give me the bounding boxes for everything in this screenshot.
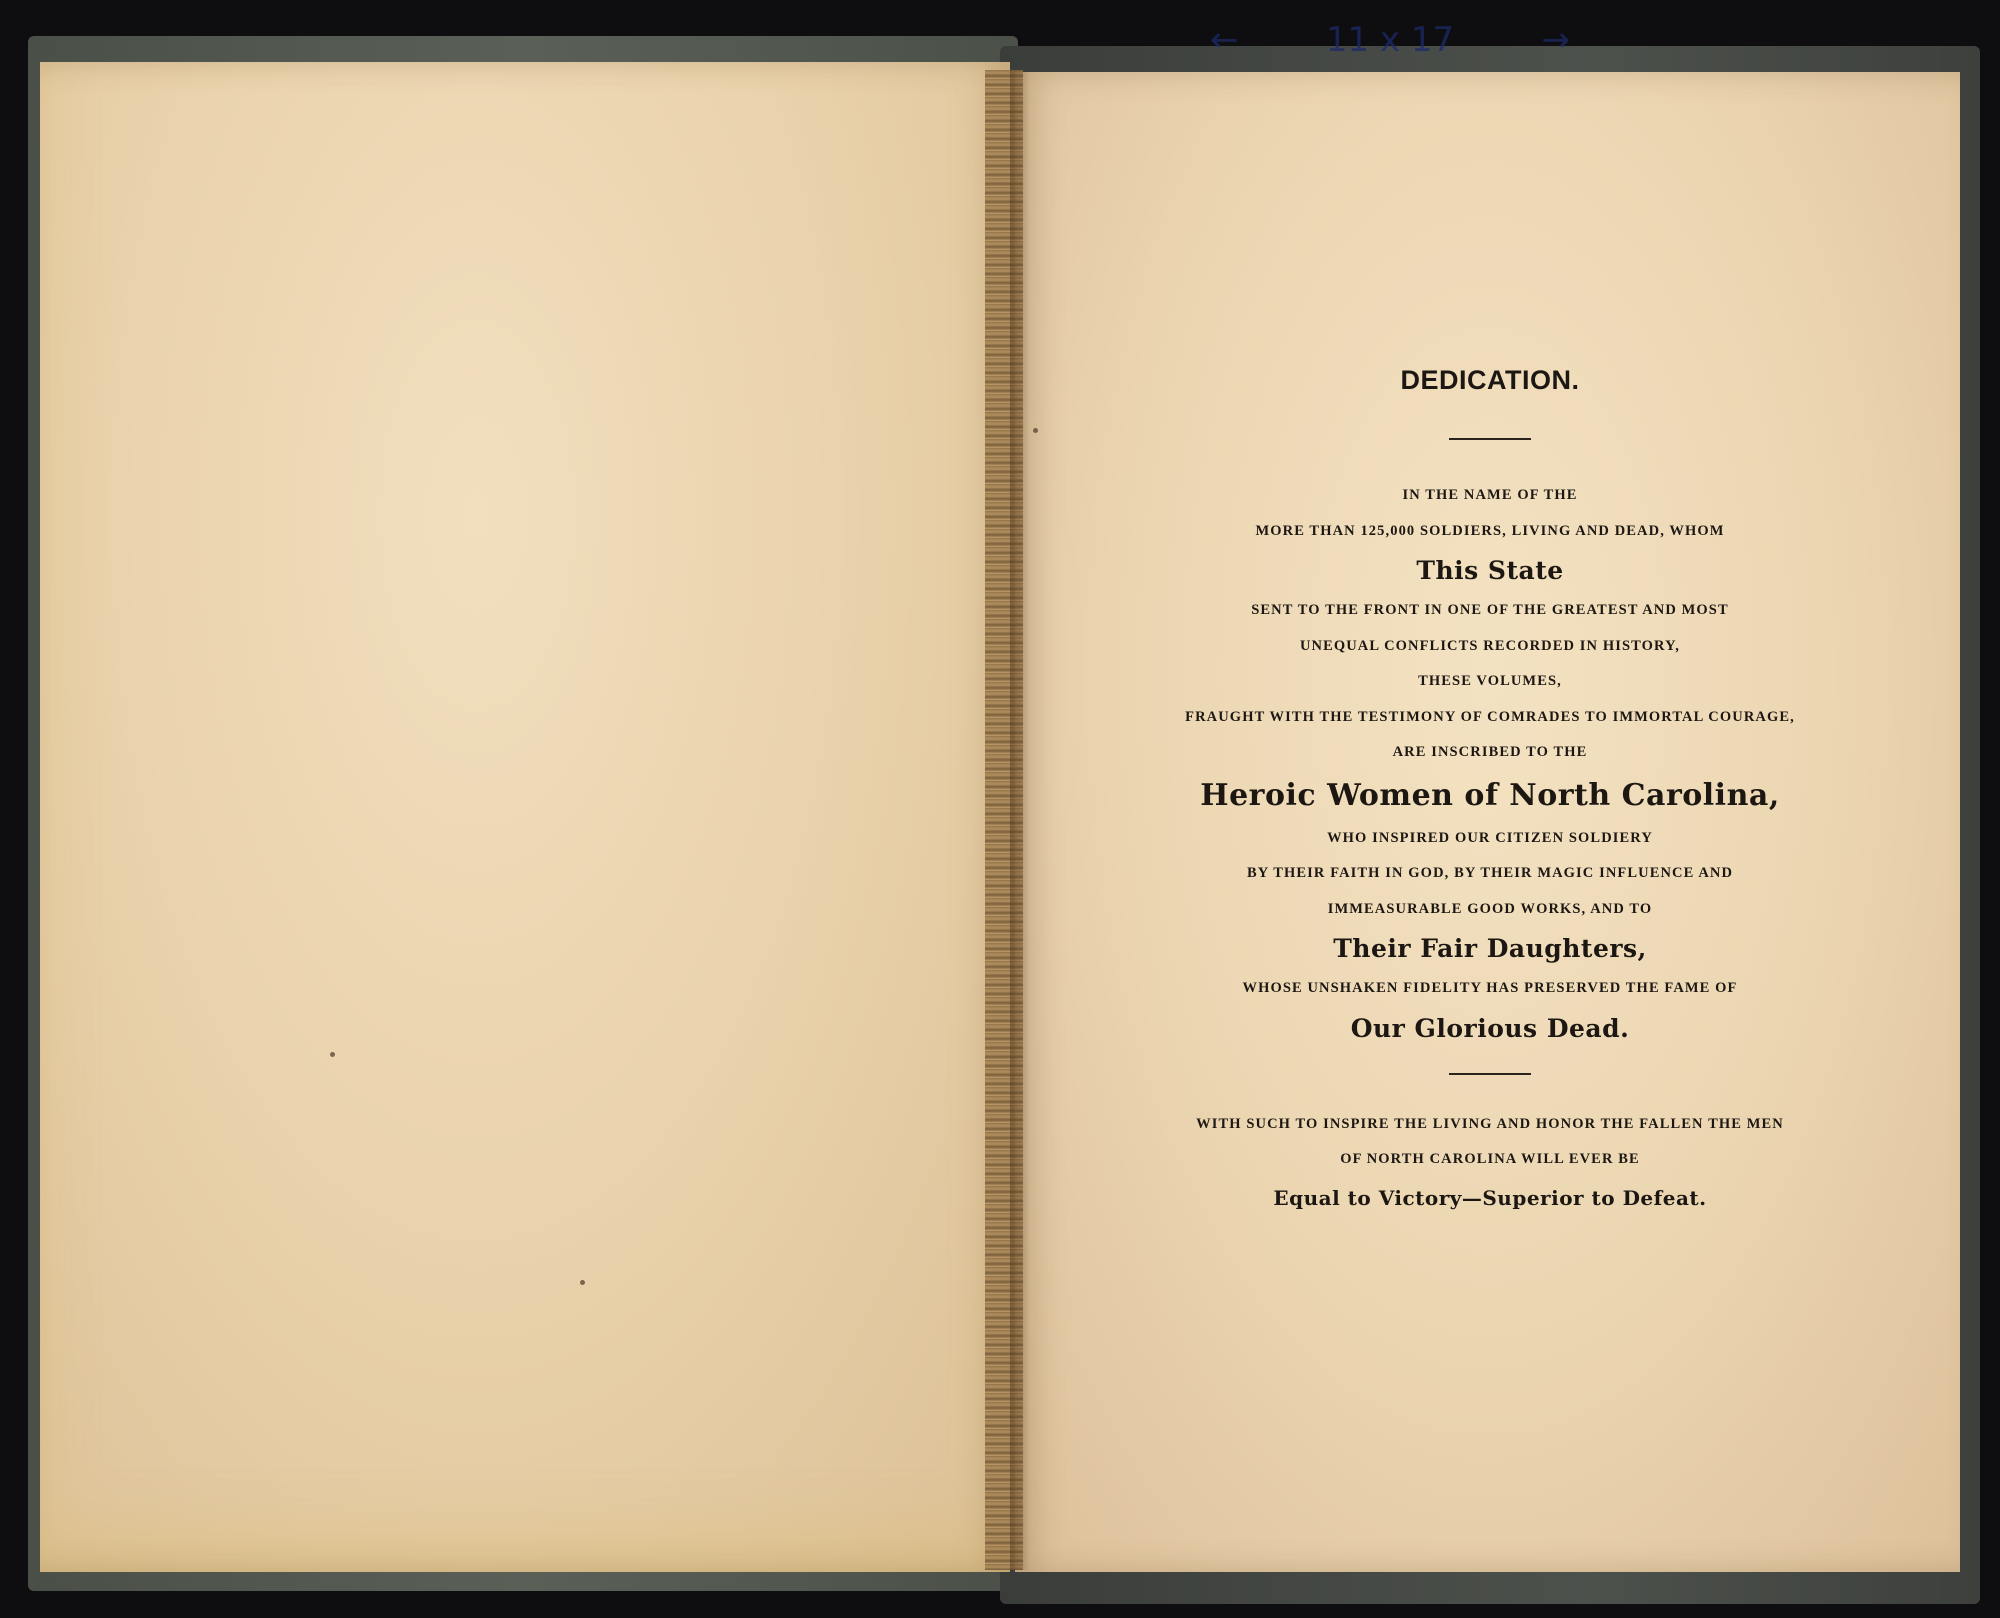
spine-shadow	[1010, 70, 1030, 1570]
arrow-left-icon: ←	[1210, 20, 1239, 60]
dedication-heading: Heroic Women of North Carolina,	[1200, 777, 1780, 813]
dedication-line: UNEQUAL CONFLICTS RECORDED IN HISTORY,	[1299, 637, 1681, 654]
page-title: DEDICATION.	[1400, 365, 1580, 395]
dedication-line: WHO INSPIRED OUR CITIZEN SOLDIERY	[1327, 829, 1653, 846]
scale-marker	[1210, 20, 1570, 60]
arrow-right-icon: →	[1541, 20, 1570, 60]
divider-rule	[1449, 438, 1531, 440]
paper-speck	[330, 1052, 335, 1057]
dedication-heading: This State	[1416, 556, 1564, 585]
dedication-line: IMMEASURABLE GOOD WORKS, AND TO	[1327, 900, 1653, 917]
dedication-line: IN THE NAME OF THE	[1402, 487, 1578, 503]
scale-label: 11 x 17	[1325, 20, 1455, 60]
dedication-line: ARE INSCRIBED TO THE	[1392, 744, 1588, 760]
dedication-line: MORE THAN 125,000 SOLDIERS, LIVING AND DEAD, WHOM	[1255, 522, 1725, 539]
dedication-line: BY THEIR FAITH IN GOD, BY THEIR MAGIC INFLUENCE AND	[1246, 865, 1734, 881]
dedication-text	[1070, 355, 1910, 1218]
divider-rule	[1449, 1073, 1531, 1075]
dedication-line: SENT TO THE FRONT IN ONE OF THE GREATEST AND MOST	[1251, 602, 1729, 618]
dedication-heading: Our Glorious Dead.	[1350, 1013, 1630, 1043]
paper-speck	[1033, 428, 1038, 433]
dedication-line: FRAUGHT WITH THE TESTIMONY OF COMRADES TO IMMORTAL COURAGE,	[1185, 708, 1795, 725]
dedication-line: THESE VOLUMES,	[1418, 673, 1562, 689]
paper-speck	[580, 1280, 585, 1285]
closing-motto: Equal to Victory—Superior to Defeat.	[1273, 1185, 1707, 1210]
blank-left-page	[40, 62, 1010, 1572]
closing-line: WITH SUCH TO INSPIRE THE LIVING AND HONOR THE FALLEN THE MEN	[1196, 1115, 1784, 1132]
closing-line: OF NORTH CAROLINA WILL EVER BE	[1340, 1151, 1640, 1167]
dedication-line: WHOSE UNSHAKEN FIDELITY HAS PRESERVED THE FAME OF	[1242, 980, 1738, 996]
dedication-heading: Their Fair Daughters,	[1333, 934, 1647, 963]
